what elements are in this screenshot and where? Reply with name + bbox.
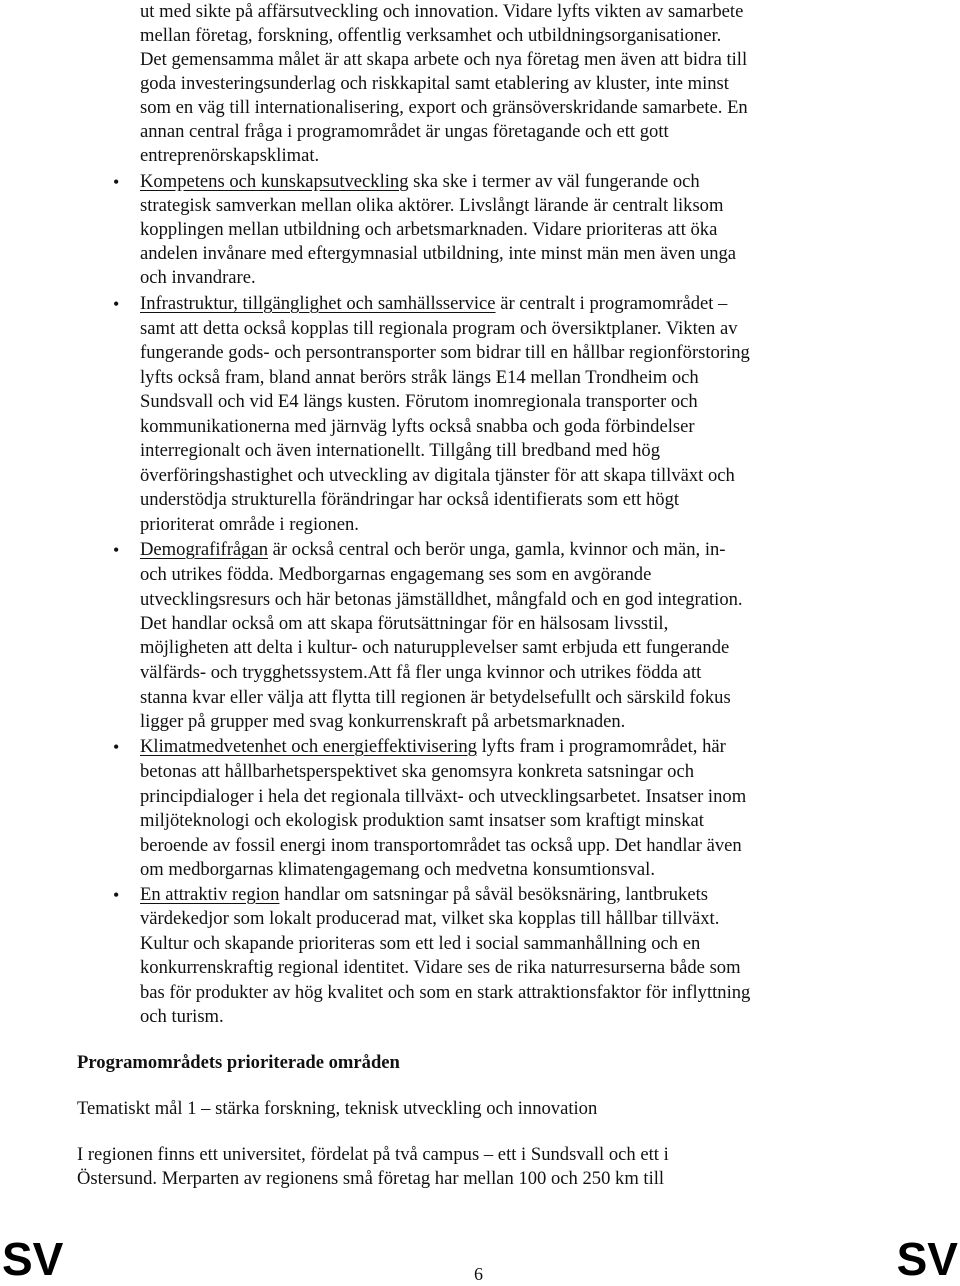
bullet-title: Kompetens och kunskapsutveckling bbox=[140, 171, 409, 192]
footer-language-left: SV bbox=[2, 1233, 64, 1285]
bullet-icon: • bbox=[113, 540, 120, 560]
bullet-line: och turism. bbox=[140, 1006, 224, 1027]
intro-line: Det gemensamma målet är att skapa arbete och nya företag men även att bidra till bbox=[140, 49, 748, 70]
intro-line: ut med sikte på affärsutveckling och innovation. Vidare lyfts vikten av samarbete bbox=[140, 1, 744, 22]
bullet-line: värdekedjor som lokalt producerad mat, vilket ska kopplas till hållbar tillväxt. bbox=[140, 908, 720, 929]
bullet-line: strategisk samverkan mellan olika aktörer. Livslångt lärande är centralt liksom bbox=[140, 195, 724, 216]
bullet-line: och utrikes födda. Medborgarnas engagemang ses som en avgörande bbox=[140, 564, 652, 585]
closing-line: Östersund. Merparten av regionens små företag har mellan 100 och 250 km till bbox=[77, 1168, 665, 1189]
bullet-first-line bbox=[140, 735, 726, 759]
bullet-line: och invandrare. bbox=[140, 267, 256, 288]
bullet-line: utvecklingsresurs och här betonas jämställdhet, mångfald och en god integration. bbox=[140, 589, 743, 610]
bullet-line: ligger på grupper med svag konkurrenskraft på arbetsmarknaden. bbox=[140, 711, 626, 732]
intro-line: mellan företag, forskning, offentlig verksamhet och utbildningsorganisationer. bbox=[140, 25, 722, 46]
bullet-first-line bbox=[140, 292, 727, 316]
bullet-first-line bbox=[140, 883, 708, 907]
bullet-title: En attraktiv region bbox=[140, 884, 280, 905]
bullet-line: konkurrenskraftig regional identitet. Vidare ses de rika naturresurserna både som bbox=[140, 957, 741, 978]
bullet-line: kopplingen mellan utbildning och arbetsmarknaden. Vidare prioriteras att öka bbox=[140, 219, 718, 240]
bullet-line: betonas att hållbarhetsperspektivet ska genomsyra konkreta satsningar och bbox=[140, 761, 695, 782]
bullet-line: principdialoger i hela det regionala tillväxt- och utvecklingsarbetet. Insatser inom bbox=[140, 786, 747, 807]
footer-language-right: SV bbox=[896, 1233, 958, 1285]
bullet-first-rest: är centralt i programområdet – bbox=[495, 293, 728, 314]
bullet-icon: • bbox=[113, 294, 120, 314]
bullet-line: välfärds- och trygghetssystem.Att få fler unga kvinnor och utrikes födda att bbox=[140, 662, 702, 683]
bullet-line: andelen invånare med eftergymnasial utbildning, inte minst män men även unga bbox=[140, 243, 737, 264]
bullet-first-rest: ska ske i termer av väl fungerande och bbox=[408, 171, 700, 192]
bullet-line: Kultur och skapande prioriteras som ett led i social sammanhållning och en bbox=[140, 933, 701, 954]
bullet-line: kommunikationerna med järnväg lyfts också snabba och goda förbindelser bbox=[140, 416, 695, 437]
bullet-line: Sundsvall och vid E4 längs kusten. Förutom inomregionala transporter och bbox=[140, 391, 698, 412]
bullet-title: Infrastruktur, tillgänglighet och samhällsservice bbox=[140, 293, 496, 314]
bullet-line: stanna kvar eller välja att flytta till regionen är betydelsefullt och särskild fokus bbox=[140, 687, 731, 708]
section-heading: Programområdets prioriterade områden bbox=[77, 1052, 400, 1073]
bullet-line: fungerande gods- och persontransporter som bidrar till en hållbar regionförstoring bbox=[140, 342, 750, 363]
bullet-title: Demografifrågan bbox=[140, 539, 269, 560]
bullet-first-rest: lyfts fram i programområdet, här bbox=[476, 736, 726, 757]
bullet-line: möjligheten att delta i kultur- och naturupplevelser samt erbjuda ett fungerande bbox=[140, 637, 730, 658]
bullet-line: prioriterat område i regionen. bbox=[140, 514, 359, 535]
bullet-line: interregionalt och även internationellt. Tillgång till bredband med hög bbox=[140, 440, 660, 461]
closing-line: I regionen finns ett universitet, fördelat på två campus – ett i Sundsvall och ett i bbox=[77, 1144, 669, 1165]
intro-line: annan central fråga i programområdet är ungas företagande och ett gott bbox=[140, 121, 669, 142]
bullet-line: understödja strukturella förändringar har också identifierats som ett högt bbox=[140, 489, 680, 510]
bullet-line: om medborgarnas klimatengagemang och medvetna konsumtionsval. bbox=[140, 859, 655, 880]
page-number: 6 bbox=[474, 1264, 483, 1284]
bullet-line: Det handlar också om att skapa förutsättningar för en hälsosam livsstil, bbox=[140, 613, 669, 634]
bullet-first-line bbox=[140, 170, 700, 194]
intro-line: entreprenörskapsklimat. bbox=[140, 145, 320, 166]
bullet-icon: • bbox=[113, 737, 120, 757]
intro-line: goda investeringsunderlag och riskkapital samt etablering av kluster, inte minst bbox=[140, 73, 729, 94]
bullet-line: lyfts också fram, bland annat berörs stråk längs E14 mellan Trondheim och bbox=[140, 367, 699, 388]
bullet-line: beroende av fossil energi inom transportområdet tas också upp. Det handlar även bbox=[140, 835, 742, 856]
bullet-line: samt att detta också kopplas till regionala program och översiktplaner. Vikten av bbox=[140, 318, 738, 339]
subheading: Tematiskt mål 1 – stärka forskning, teknisk utveckling och innovation bbox=[77, 1098, 598, 1119]
bullet-title: Klimatmedvetenhet och energieffektivisering bbox=[140, 736, 477, 757]
bullet-first-line bbox=[140, 538, 725, 562]
bullet-line: överföringshastighet och utveckling av digitala tjänster för att skapa tillväxt och bbox=[140, 465, 735, 486]
bullet-line: bas för produkter av hög kvalitet och som en stark attraktionsfaktor för inflyttning bbox=[140, 982, 751, 1003]
bullet-first-rest: är också central och berör unga, gamla, kvinnor och män, in- bbox=[268, 539, 726, 560]
bullet-icon: • bbox=[113, 885, 120, 905]
intro-line: som en väg till internationalisering, export och gränsöverskridande samarbete. En bbox=[140, 97, 748, 118]
bullet-first-rest: handlar om satsningar på såväl besöksnäring, lantbrukets bbox=[279, 884, 709, 905]
bullet-icon: • bbox=[113, 172, 120, 192]
bullet-line: miljöteknologi och ekologisk produktion samt insatser som kraftigt minskat bbox=[140, 810, 704, 831]
